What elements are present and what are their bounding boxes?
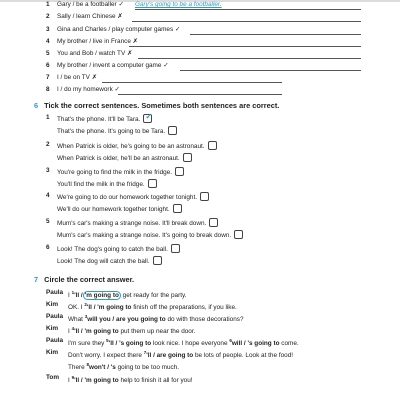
answer-line-3[interactable]	[190, 34, 361, 35]
speaker-name: Paula	[46, 337, 64, 344]
cross-mark-icon: ✗	[132, 38, 139, 45]
item-prompt: Gary / be a footballer ✓	[57, 1, 124, 8]
answer-options[interactable]: won't / 's	[89, 364, 116, 372]
answer-options[interactable]: 'll / are going to	[146, 352, 194, 360]
check-mark-icon: ✓	[174, 26, 181, 33]
cross-mark-icon: ✗	[117, 13, 123, 20]
check-mark-icon: ✓	[114, 86, 120, 93]
item-number: 1	[46, 1, 50, 8]
answer-line-1[interactable]	[135, 9, 361, 10]
tick-box[interactable]	[168, 126, 177, 135]
tick-box[interactable]	[209, 218, 218, 227]
check-mark-icon: ✓	[118, 1, 124, 8]
tick-box[interactable]	[208, 141, 217, 150]
speaker-name: Tom	[46, 374, 60, 381]
tick-box[interactable]	[175, 167, 184, 176]
tick-box[interactable]	[183, 153, 192, 162]
speaker-name: Kim	[46, 349, 59, 356]
tick-box[interactable]	[200, 192, 209, 201]
tick-icon: ✓	[145, 112, 153, 121]
tick-box[interactable]	[153, 256, 162, 265]
speaker-name: Paula	[46, 289, 64, 296]
answer-options[interactable]: will you / are you going to	[87, 316, 166, 324]
handwritten-answer: Gary's going to be a footballer.	[135, 1, 222, 8]
tick-box[interactable]	[143, 114, 152, 123]
cross-mark-icon: ✗	[127, 50, 133, 57]
exercise-6-heading: 6 Tick the correct sentences. Sometimes both sentences are correct.	[34, 101, 280, 110]
answer-line-2[interactable]	[132, 21, 361, 22]
exercise-7-heading: 7 Circle the correct answer.	[34, 275, 135, 284]
answer-options[interactable]: 'll / 'm going to	[74, 328, 119, 336]
speaker-name: Paula	[46, 313, 64, 320]
answer-options[interactable]: 'll / 's going to	[108, 340, 152, 348]
check-mark-icon: ✓	[163, 62, 169, 69]
answer-options[interactable]: will / 's going to	[231, 340, 280, 348]
answer-options[interactable]: 'll / 'm going to	[74, 377, 119, 385]
circled-answer[interactable]: 'm going to	[84, 292, 119, 300]
answer-line-5[interactable]	[138, 58, 361, 59]
cross-mark-icon: ✗	[91, 74, 98, 81]
tick-box[interactable]	[148, 179, 157, 188]
answer-line-7[interactable]	[102, 82, 282, 83]
speaker-name: Kim	[46, 325, 59, 332]
tick-box[interactable]	[234, 230, 243, 239]
answer-line-4[interactable]	[129, 46, 361, 47]
answer-options[interactable]: 'll / 'm going to	[86, 304, 132, 312]
answer-line-8[interactable]	[118, 94, 282, 95]
answer-line-6[interactable]	[180, 70, 361, 71]
tick-box[interactable]	[171, 244, 180, 253]
tick-box[interactable]	[173, 204, 182, 213]
speaker-name: Kim	[46, 301, 59, 308]
